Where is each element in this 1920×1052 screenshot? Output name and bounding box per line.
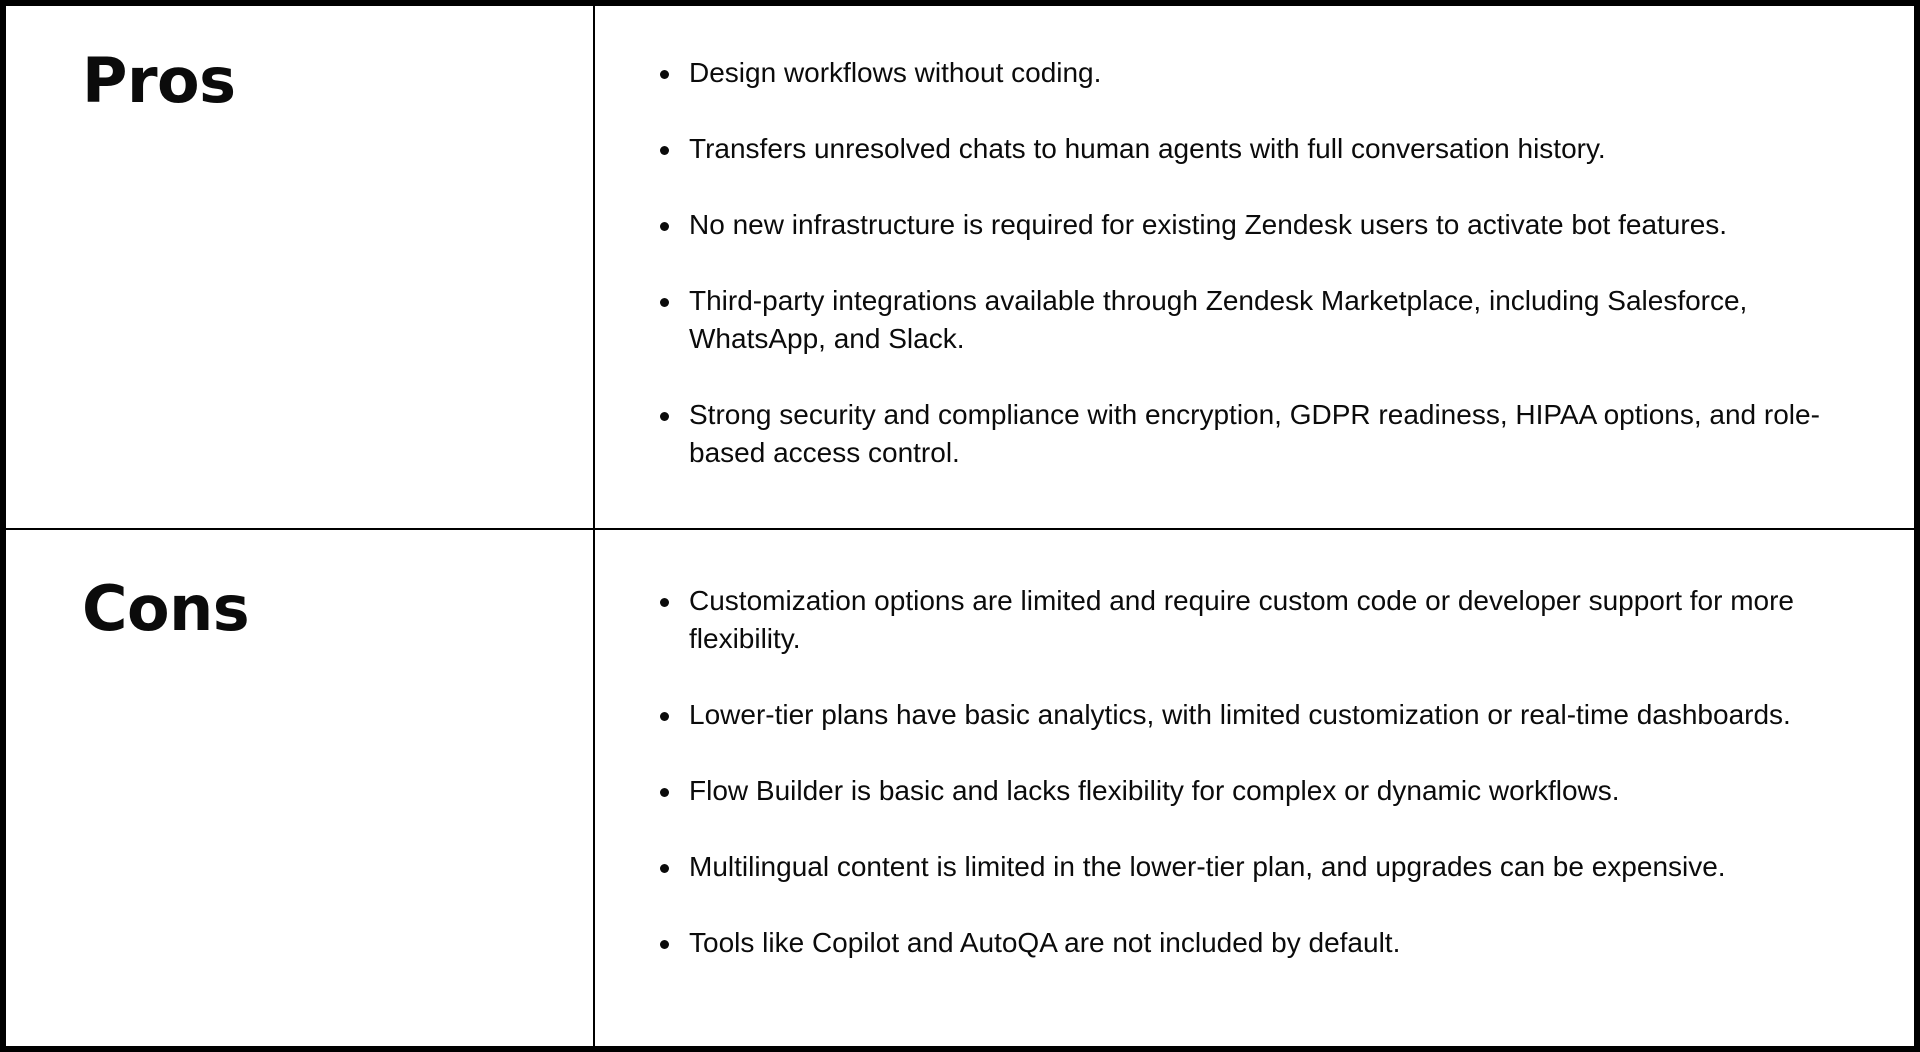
- cons-list: [660, 582, 1874, 1000]
- pros-heading: Pros: [82, 44, 236, 117]
- pros-list-item: Transfers unresolved chats to human agents with full conversation history.: [660, 130, 1874, 168]
- pros-list-item: Design workflows without coding.: [660, 54, 1874, 92]
- cons-list-item: Customization options are limited and require custom code or developer support for more flexibility.: [660, 582, 1874, 658]
- pros-content-cell: [595, 6, 1914, 530]
- cons-list-item: Flow Builder is basic and lacks flexibility for complex or dynamic workflows.: [660, 772, 1874, 810]
- pros-list-item: Third-party integrations available through Zendesk Marketplace, including Salesforce, WhatsApp, and Slack.: [660, 282, 1874, 358]
- cons-heading: Cons: [82, 572, 250, 645]
- cons-list-item: Tools like Copilot and AutoQA are not included by default.: [660, 924, 1874, 962]
- cons-list-item: Multilingual content is limited in the lower-tier plan, and upgrades can be expensive.: [660, 848, 1874, 886]
- pros-list: [660, 54, 1874, 510]
- pros-list-item: Strong security and compliance with encryption, GDPR readiness, HIPAA options, and role-based access control.: [660, 396, 1874, 472]
- pros-list-item: No new infrastructure is required for existing Zendesk users to activate bot features.: [660, 206, 1874, 244]
- cons-content-cell: [595, 530, 1914, 1046]
- pros-label-cell: [6, 6, 595, 530]
- cons-label-cell: [6, 530, 595, 1046]
- cons-list-item: Lower-tier plans have basic analytics, with limited customization or real-time dashboards.: [660, 696, 1874, 734]
